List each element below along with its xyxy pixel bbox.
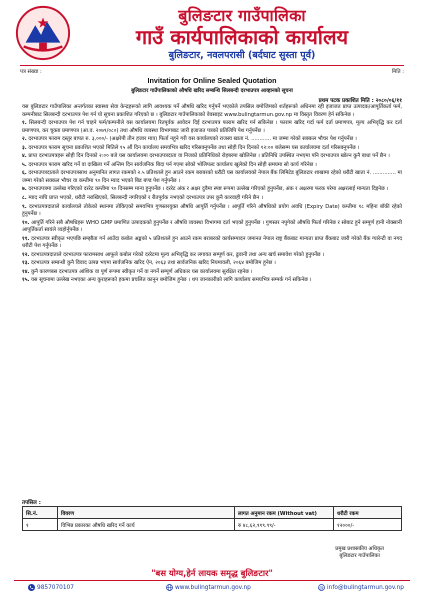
table-row bbox=[23, 519, 402, 531]
letterhead bbox=[0, 0, 424, 75]
notice-paragraph bbox=[22, 170, 402, 185]
table-label: तपसिल : bbox=[22, 500, 41, 506]
notice-paragraph bbox=[22, 136, 402, 144]
signatory-title: प्रमुख प्रशासकीय अधिकृत bbox=[335, 546, 384, 552]
paragraph-text: आपूर्ति गरिने सबै औषधिहरू WHO GMP प्रमाणित उत्पादकको हुनुपर्नेछ र औषधि व्यवस्था विभागमा दर्ता भएको हुनुपर्नेछ । गुणस्तर नपुगेको औषधि फिर्ता गरिनेछ र सोबाट हुने सम्पूर्ण हानी नोक्सानी आपूर्तिकर्ता स्वयंले व्यहोर्नुपर्नेछ । bbox=[22, 219, 403, 234]
paragraph-text: यस बुलिङटार गाउँपालिका अन्तर्गतका स्वास्थ्य सेवा केन्द्रहरूको लागि आवश्यक पर्ने औषधि खरिद गर्नुपर्ने भएकोले तपसिल बमोजिमको शर्तहरूको अधिनमा रही इजाजत प्राप्त उत्पादक/आपूर्तिकर्ता फर्म, कम्पनीबाट सिलबन्दी दरभाउपत्र पेश गर्न यो सूचना प्रकाशित गरिएको छ । बुलिङटार गाउँपालिकाको वेवसाइट www.bulingtarmun.gov.np मा विस्तृत विवरण हेर्न सकिनेछ । bbox=[22, 104, 402, 118]
paragraph-number: १०. bbox=[22, 219, 30, 226]
signature-block bbox=[335, 546, 384, 560]
notice-paragraph bbox=[22, 186, 402, 194]
notice-paragraph bbox=[22, 162, 402, 170]
svg-text:@: @ bbox=[319, 585, 324, 591]
municipality-slogan: "बस योग्य,हेर्न लायक समृद्ध बुलिङटार" bbox=[151, 568, 273, 578]
paragraph-number: ७. bbox=[22, 186, 27, 193]
notice-paragraph bbox=[22, 252, 402, 260]
footer-phone[interactable] bbox=[28, 584, 74, 591]
paragraph-text: प्राप्त दरभाउपत्रहरू सोही दिन दिनको २:०० बजे यस कार्यालयमा दरभाउपत्रदाता वा निजको प्रतिनिधिको रोहबरमा खोलिनेछ । प्रतिनिधि उपस्थित नभएमा पनि दरभाउपत्र खोल्न कुनै बाधा पर्ने छैन । bbox=[28, 153, 390, 160]
notice-paragraph bbox=[22, 220, 402, 235]
paragraph-number: ८. bbox=[22, 195, 27, 202]
notice-paragraph bbox=[22, 120, 402, 135]
paragraph-text: दरभाउपत्रदाताले दरभाउपत्रसाथ अनुमानित लागत रकमको २.५ प्रतिशतले हुन आउने रकम बराबरको धरौटी यस कार्यालयको नेपाल बैंक लिमिटेड बुलिङटार शाखामा रहेको धरौटी खाता नं. .............. मा जम्मा गरेको सक्कल भौचर वा कम्तीमा ९० दिन म्याद भएको बिड बण्ड पेश गर्नुपर्नेछ । bbox=[22, 170, 402, 184]
notice-paragraph bbox=[22, 145, 402, 153]
notice-paragraph bbox=[22, 269, 402, 277]
notice-paragraph bbox=[22, 195, 402, 203]
paragraph-text: दरभाउपत्रदाताले दरभाउपत्र फारामसाथ आफूले कबोल गरेको दररेटमा मूल्य अभिवृद्धि कर लगायत सम्पूर्ण कर, ढुवानी तथा अन्य खर्च समावेश गरेको हुनुपर्नेछ । bbox=[31, 251, 325, 258]
paragraph-text: दरभाउपत्र सम्बन्धी कुनै विवाद उत्पन्न भएमा सार्वजनिक खरिद ऐन, २०६३ तथा सार्वजनिक खरिद नियमावली, २०६४ बमोजिम हुनेछ । bbox=[31, 260, 276, 267]
office-name: गाउँ कार्यपालिकाको कार्यालय bbox=[135, 25, 349, 49]
phone-icon bbox=[28, 584, 35, 591]
footer-divider bbox=[14, 580, 410, 581]
letter-meta bbox=[20, 67, 404, 76]
notice-paragraph bbox=[22, 204, 402, 219]
paragraph-number: १. bbox=[22, 120, 27, 127]
footer-website[interactable] bbox=[166, 584, 251, 591]
paragraph-number: ४. bbox=[22, 153, 27, 160]
notice-paragraph bbox=[22, 153, 402, 161]
paragraph-number: ३. bbox=[22, 144, 27, 151]
email-icon bbox=[318, 584, 325, 591]
paragraph-number: ९. bbox=[22, 203, 27, 210]
municipality-name: बुलिङटार गाउँपालिका bbox=[178, 6, 306, 25]
header-divider bbox=[20, 65, 404, 66]
table-cell: रु ४८,६२,९९९.९९/- bbox=[235, 519, 334, 531]
paragraph-text: म्याद नाघि प्राप्त भएको, धरौटी नराखिएको, सिलबन्दी नगरिएको र रीतपूर्वक नभएको दरभाउपत्र उपर कुनै कारवाही गरिने छैन । bbox=[28, 195, 263, 202]
paragraph-text: कुनै कारणबस दरभाउपत्र आंशिक वा पूर्ण रूपमा स्वीकृत गर्ने वा नगर्ने सम्पूर्ण अधिकार यस कार्यालयमा सुरक्षित रहनेछ । bbox=[31, 268, 253, 275]
notice-body bbox=[22, 104, 402, 286]
paragraph-text: यस सूचनामा उल्लेख नभएका अन्य कुराहरूको हकमा प्रचलित कानून बमोजिम हुनेछ । थप जानकारीको लागि कार्यालय समयभित्र सम्पर्क गर्न सकिनेछ । bbox=[31, 277, 312, 284]
office-address: बुलिङटार, नवलपरासी (बर्दघाट सुस्ता पूर्व) bbox=[168, 50, 316, 61]
paragraph-text: दरभाउपत्र फाराम दस्तुर बापत रु. ३,०००/- (अक्षरेपी तीन हजार मात्र) फिर्ता नहुने गरी यस कार्यालयको राजस्व खाता नं. ............ मा जम्मा गरेको सक्कल भौचर पेश गर्नुपर्नेछ । bbox=[28, 136, 357, 143]
table-cell: १ bbox=[23, 519, 58, 531]
publish-date: प्रथम पटक प्रकाशित मिति : २०८०/०६/११ bbox=[318, 98, 402, 104]
notice-paragraph bbox=[22, 104, 402, 119]
signatory-office: बुलिङटार गाउँपालिका bbox=[339, 553, 380, 559]
notice-heading: Invitation for Online Sealed Quotation bbox=[147, 76, 277, 85]
globe-icon bbox=[166, 584, 173, 591]
website-link: www.bulingtarmun.gov.np bbox=[175, 584, 251, 591]
table-cell: विभिन्न प्रकारका औषधि खरिद गर्ने कार्य bbox=[58, 519, 235, 531]
paragraph-number: १२. bbox=[22, 251, 30, 258]
paragraph-number: ६. bbox=[22, 170, 27, 177]
paragraph-number: १५. bbox=[22, 277, 30, 284]
table-header-cell: धरौटी रकम bbox=[334, 507, 402, 519]
notice-paragraph bbox=[22, 277, 402, 285]
table-header-cell: सि.नं. bbox=[23, 507, 58, 519]
email-address: info@bulingtarmun.gov.np bbox=[327, 584, 404, 591]
paragraph-number: १३. bbox=[22, 260, 30, 267]
footer-email[interactable] bbox=[318, 584, 404, 591]
paragraph-text: दरभाउपत्र फाराम खरिद गर्ने वा दाखिला गर्ने अन्तिम दिन सार्वजनिक बिदा पर्न गएमा सोको भोलिपल्ट कार्यालय खुलेको दिन सोही समयमा सो कार्य गरिनेछ । bbox=[28, 161, 317, 168]
paragraph-text: दरभाउपत्र स्वीकृत भएपछि सम्झौता गर्न आउँदा कबोल अङ्कको ५ प्रतिशतले हुन आउने रकम बराबरको कार्यसम्पादन जमानत नेपाल राष्ट्र बैंकबाट मान्यता प्राप्त बैंकबाट जारी गरेको बैंक ग्यारेन्टी वा नगद धरौटी पेश गर्नुपर्नेछ । bbox=[22, 235, 402, 250]
paragraph-number: ११. bbox=[22, 235, 30, 242]
paragraph-number: २. bbox=[22, 136, 27, 143]
paragraph-text: दरभाउपत्र फाराम सूचना प्रकाशित भएको मितिले १५ औं दिन कार्यालय समयभित्र खरिद गरिसक्नुपर्नेछ तथा सोही दिन दिनको १२:०० बजेसम्म यस कार्यालयमा दर्ता गरिसक्नुपर्नेछ । bbox=[28, 144, 360, 151]
notice-paragraph bbox=[22, 236, 402, 251]
table-header-cell: लागत अनुमान रकम (Without vat) bbox=[235, 507, 334, 519]
paragraph-text: दरभाउपत्रदाताले कार्यालयले तोकेको स्थानमा तोकिएको समयभित्र गुणस्तरयुक्त औषधि आपूर्ति गर्नुपर्नेछ । आपूर्ति गरिने औषधिको प्रयोग अवधि (Expiry Date) कम्तीमा १८ महिना बाँकी रहेको हुनुपर्नेछ । bbox=[22, 203, 402, 218]
notice-paragraph bbox=[22, 260, 402, 268]
paragraph-number: १४. bbox=[22, 268, 30, 275]
letter-date-label: मिति : bbox=[391, 69, 404, 75]
notice-subheading: बुलिङटार गाउँपालिकाको औषधि खरिद सम्बन्धि सिलबन्दी दरभाउपत्र आव्हानको सूचना bbox=[131, 88, 293, 94]
paragraph-text: सिलबन्दी दरभाउपत्र पेश गर्न चाहने फर्म/कम्पनीले यस कार्यालयमा रितपूर्वक आवेदन दिई दरभाउपत्र फाराम खरिद गर्न सकिनेछ । फाराम खरिद गर्दा फर्म दर्ता प्रमाणपत्र, मूल्य अभिवृद्धि कर दर्ता प्रमाणपत्र, कर चुक्ता प्रमाणपत्र (आ.व. २०७९/०८०) तथा औषधि व्यवस्था विभागबाट जारी इजाजत पत्रको प्रतिलिपि पेश गर्नुपर्नेछ । bbox=[22, 120, 402, 134]
quotation-table bbox=[22, 506, 402, 531]
paragraph-number: ५. bbox=[22, 161, 27, 168]
phone-number: 9857070107 bbox=[37, 584, 74, 591]
table-cell: १२०००/- bbox=[334, 519, 402, 531]
paragraph-text: दरभाउपत्रमा उल्लेख गरिएको दररेट कम्तीमा ९० दिनसम्म मान्य हुनुपर्नेछ । दररेट अंक र अक्षर दुवैमा स्पष्ट रूपमा उल्लेख गरिएको हुनुपर्नेछ, अंक र अक्षरमा फरक परेमा अक्षरलाई मान्यता दिइनेछ । bbox=[28, 186, 389, 193]
letter-number-label: पत्र संख्या : bbox=[20, 69, 42, 75]
table-header-cell: विवरण bbox=[58, 507, 235, 519]
table-header-row bbox=[23, 507, 402, 519]
contact-footer bbox=[14, 584, 410, 596]
